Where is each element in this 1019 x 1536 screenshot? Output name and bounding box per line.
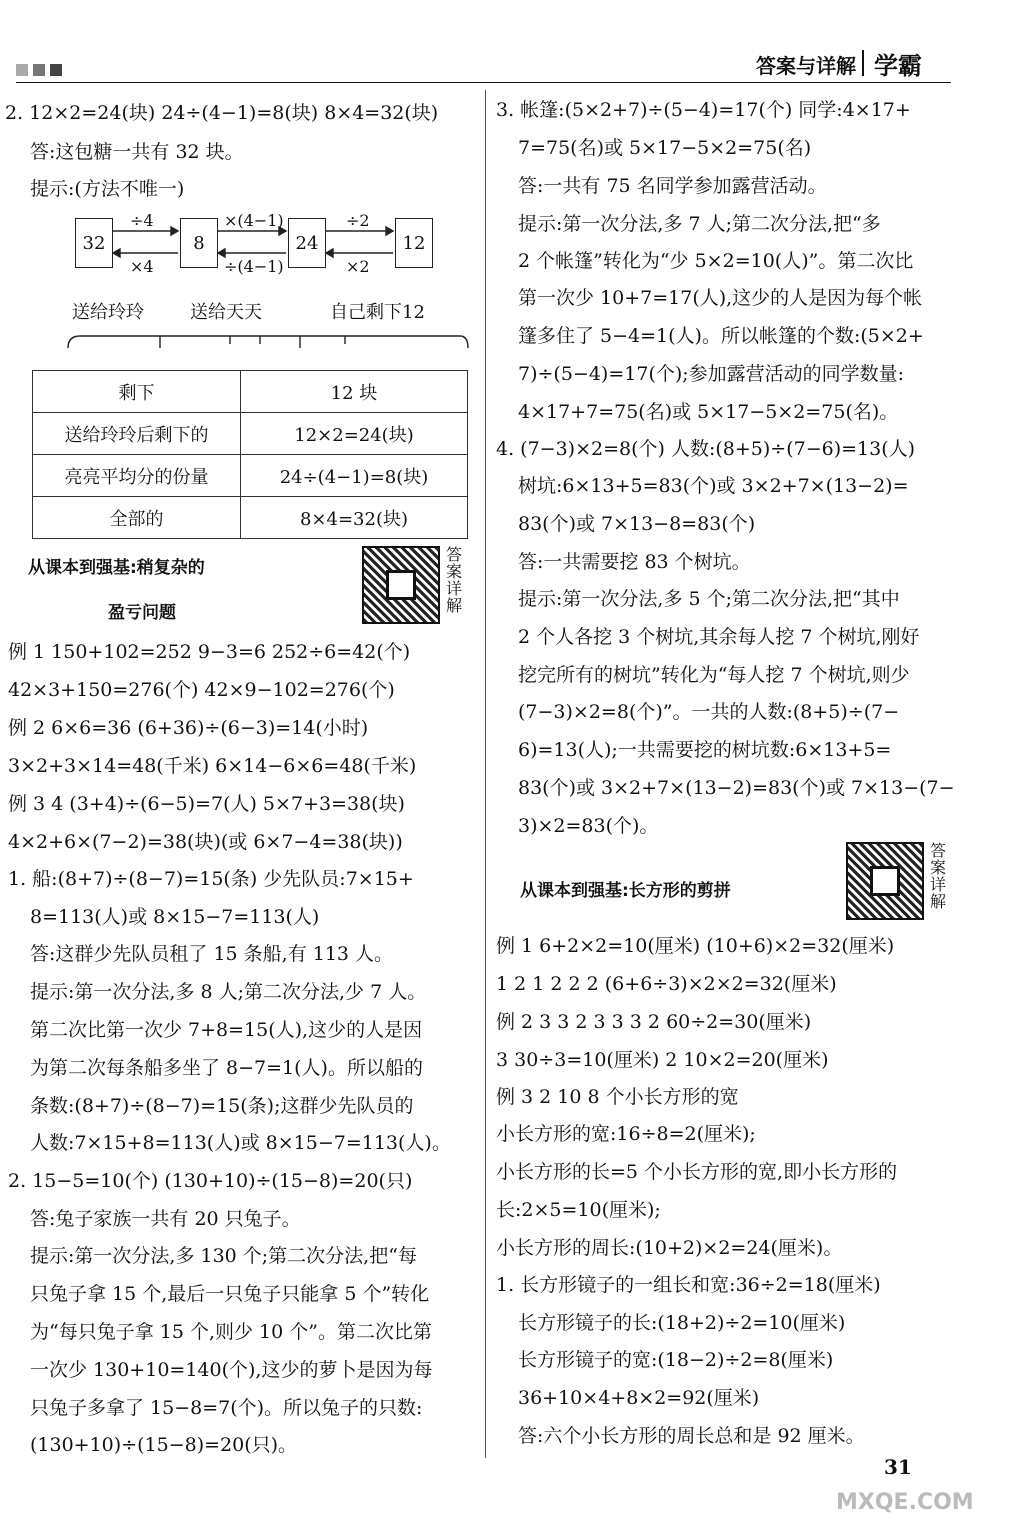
table-row: 送给玲玲后剩下的 12×2=24(块) xyxy=(33,413,468,455)
diagram-box: 24 xyxy=(288,218,326,268)
text-line: 1. 船:(8+7)÷(8−7)=15(条) 少先队员:7×15+ xyxy=(8,868,414,890)
text-line: 2. 15−5=10(个) (130+10)÷(15−8)=20(只) xyxy=(8,1170,413,1192)
text-line: 2 个帐篷”转化为“少 5×2=10(人)”。第二次比 xyxy=(518,250,914,272)
text-line: 条数:(8+7)÷(8−7)=15(条);这群少先队员的 xyxy=(30,1095,414,1117)
qr-label: 答案详解 xyxy=(445,545,462,615)
text-line: 3 30÷3=10(厘米) 2 10×2=20(厘米) xyxy=(496,1049,829,1071)
header-separator xyxy=(862,50,864,76)
text-line: 答:这群少先队员租了 15 条船,有 113 人。 xyxy=(30,943,394,965)
text-line: 8=113(人)或 8×15−7=113(人) xyxy=(30,906,320,928)
qr-code[interactable] xyxy=(846,842,924,920)
text-line: 提示:第一次分法,多 130 个;第二次分法,把“每 xyxy=(30,1245,417,1267)
arrow-label: ÷2 xyxy=(346,211,370,230)
text-line: 2 个人各挖 3 个树坑,其余每人挖 7 个树坑,刚好 xyxy=(518,626,920,648)
diagram-box: 12 xyxy=(395,218,433,268)
diagram-box: 8 xyxy=(180,218,218,268)
text-line: 提示:第一次分法,多 7 人;第二次分法,把“多 xyxy=(518,213,881,235)
text-line: 只兔子多拿了 15−8=7(个)。所以兔子的只数: xyxy=(30,1397,423,1419)
arrow-label: ÷(4−1) xyxy=(224,257,284,276)
text-line: 小长方形的周长:(10+2)×2=24(厘米)。 xyxy=(496,1237,843,1259)
text-line: 1. 长方形镜子的一组长和宽:36÷2=18(厘米) xyxy=(496,1274,881,1296)
segment-label: 送给玲玲 xyxy=(72,302,144,323)
text-line: 例 1 6+2×2=10(厘米) (10+6)×2=32(厘米) xyxy=(496,935,895,957)
text-line: 第二次比第一次少 7+8=15(人),这少的人是因 xyxy=(30,1019,423,1041)
answer-table xyxy=(32,370,468,539)
text-line: (130+10)÷(15−8)=20(只)。 xyxy=(30,1434,298,1456)
table-row: 亮亮平均分的份量 24÷(4−1)=8(块) xyxy=(33,455,468,497)
text-line: 例 1 150+102=252 9−3=6 252÷6=42(个) xyxy=(8,641,411,663)
qr-label: 答案详解 xyxy=(929,841,946,911)
text-line: 3×2+3×14=48(千米) 6×14−6×6=48(千米) xyxy=(8,755,417,777)
text-line: 36+10×4+8×2=92(厘米) xyxy=(518,1387,760,1409)
segment-label: 自己剩下12 xyxy=(330,302,425,323)
arrow-label: ×(4−1) xyxy=(224,211,284,230)
text-line: 例 2 3 3 2 3 3 3 2 60÷2=30(厘米) xyxy=(496,1011,812,1033)
text-line: 4. (7−3)×2=8(个) 人数:(8+5)÷(7−6)=13(人) xyxy=(496,438,916,460)
text-line: 第一次少 10+7=17(人),这少的人是因为每个帐 xyxy=(518,287,923,309)
text-line: 挖完所有的树坑”转化为“每人挖 7 个树坑,则少 xyxy=(518,664,910,686)
text-line: 答:一共有 75 名同学参加露营活动。 xyxy=(518,175,827,197)
text-line: 答:这包糖一共有 32 块。 xyxy=(30,141,244,163)
header-title: 答案与详解 xyxy=(756,54,856,78)
text-line: 42×3+150=276(个) 42×9−102=276(个) xyxy=(8,679,395,701)
section-title: 从课本到强基:长方形的剪拼 xyxy=(520,881,731,901)
qr-code[interactable] xyxy=(362,546,440,624)
text-line: 为“每只兔子拿 15 个,则少 10 个”。第二次比第 xyxy=(30,1321,432,1343)
text-line: (7−3)×2=8(个)”。一共的人数:(8+5)÷(7− xyxy=(518,701,900,723)
diagram-box: 32 xyxy=(75,218,113,268)
text-line: 提示:(方法不唯一) xyxy=(30,178,185,200)
table-row: 全部的 8×4=32(块) xyxy=(33,497,468,539)
text-line: 小长方形的长=5 个小长方形的宽,即小长方形的 xyxy=(496,1161,898,1183)
arrow-label: ×2 xyxy=(346,257,370,276)
page-number: 31 xyxy=(884,1455,912,1479)
arrow-label: ×4 xyxy=(130,257,154,276)
header-brand: 学霸 xyxy=(874,52,922,80)
text-line: 篷多住了 5−4=1(人)。所以帐篷的个数:(5×2+ xyxy=(518,325,924,347)
text-line: 为第二次每条船多坐了 8−7=1(人)。所以船的 xyxy=(30,1057,423,1079)
section-title: 盈亏问题 xyxy=(108,603,176,623)
segment-label: 送给天天 xyxy=(190,302,262,323)
text-line: 长:2×5=10(厘米); xyxy=(496,1199,661,1221)
section-title: 从课本到强基:稍复杂的 xyxy=(28,558,205,578)
text-line: 提示:第一次分法,多 8 人;第二次分法,少 7 人。 xyxy=(30,981,427,1003)
table-row: 剩下 12 块 xyxy=(33,371,468,413)
watermark: MXQE.COM xyxy=(836,1490,974,1515)
text-line: 7)÷(5−4)=17(个);参加露营活动的同学数量: xyxy=(518,363,905,385)
text-line: 例 3 2 10 8 个小长方形的宽 xyxy=(496,1086,739,1108)
text-line: 2. 12×2=24(块) 24÷(4−1)=8(块) 8×4=32(块) xyxy=(5,102,439,124)
text-line: 例 3 4 (3+4)÷(6−5)=7(人) 5×7+3=38(块) xyxy=(8,793,405,815)
text-line: 4×17+7=75(名)或 5×17−5×2=75(名)。 xyxy=(518,401,899,423)
text-line: 6)=13(人);一共需要挖的树坑数:6×13+5= xyxy=(518,739,892,761)
text-line: 长方形镜子的宽:(18−2)÷2=8(厘米) xyxy=(518,1349,834,1371)
text-line: 小长方形的宽:16÷8=2(厘米); xyxy=(496,1123,756,1145)
column-divider xyxy=(485,90,486,1458)
text-line: 长方形镜子的长:(18+2)÷2=10(厘米) xyxy=(518,1312,846,1334)
arrow-label: ÷4 xyxy=(130,211,154,230)
text-line: 3)×2=83(个)。 xyxy=(518,815,659,837)
text-line: 答:兔子家族一共有 20 只兔子。 xyxy=(30,1208,301,1230)
text-line: 4×2+6×(7−2)=38(块)(或 6×7−4=38(块)) xyxy=(8,831,403,853)
text-line: 答:一共需要挖 83 个树坑。 xyxy=(518,551,751,573)
text-line: 树坑:6×13+5=83(个)或 3×2+7×(13−2)= xyxy=(518,475,909,497)
text-line: 提示:第一次分法,多 5 个;第二次分法,把“其中 xyxy=(518,588,900,610)
text-line: 83(个)或 3×2+7×(13−2)=83(个)或 7×13−(7− xyxy=(518,777,955,799)
text-line: 一次少 130+10=140(个),这少的萝卜是因为每 xyxy=(30,1359,433,1381)
text-line: 3. 帐篷:(5×2+7)÷(5−4)=17(个) 同学:4×17+ xyxy=(496,99,911,121)
text-line: 7=75(名)或 5×17−5×2=75(名) xyxy=(518,137,812,159)
text-line: 只兔子拿 15 个,最后一只兔子只能拿 5 个”转化 xyxy=(30,1283,430,1305)
text-line: 1 2 1 2 2 2 (6+6÷3)×2×2=32(厘米) xyxy=(496,973,837,995)
text-line: 人数:7×15+8=113(人)或 8×15−7=113(人)。 xyxy=(30,1132,451,1154)
text-line: 例 2 6×6=36 (6+36)÷(6−3)=14(小时) xyxy=(8,717,369,739)
text-line: 答:六个小长方形的周长总和是 92 厘米。 xyxy=(518,1425,865,1447)
text-line: 83(个)或 7×13−8=83(个) xyxy=(518,513,756,535)
